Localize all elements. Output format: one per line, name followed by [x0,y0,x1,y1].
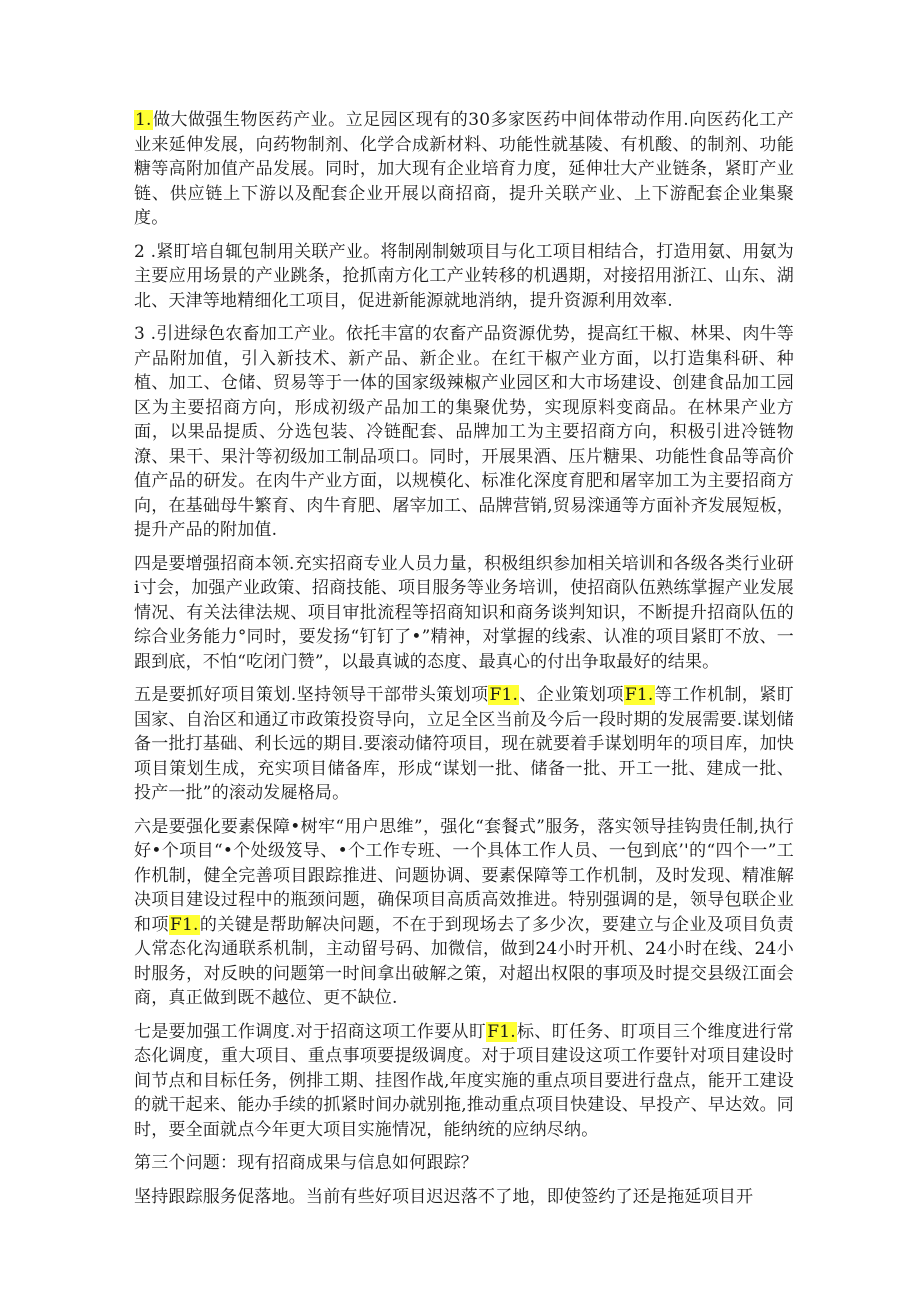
paragraph-6 [134,815,794,1011]
paragraph-9 [134,1185,794,1210]
paragraph-text: 四是要增强招商本领.充实招商专业人员力量，积极组织参加相关培训和各级各类行业研i寸会，加强产业政策、招商技能、项目服务等业务培训，使招商队伍熟练掌握产业发展情况、有关法律法规、项目审批流程等招商知识和商务谈判知识，不断提升招商队伍的综合业务能力°同时，要发扬“钉钉了•”精神，对掌握的线索、认准的项目紧盯不放、一跟到底，不怕“吃闭门赞”，以最真诚的态度、最真心的付出争取最好的结果。 [134,553,794,672]
paragraph-7 [134,1020,794,1143]
paragraph-8-heading [134,1151,794,1176]
paragraph-text: 3 .引进绿色农畜加工产业。依托丰富的农畜产品资源优势，提高红干椒、林果、肉牛等产品附加值，引入新技术、新产品、新企业。在红干椒产业方面，以打造集科研、种植、加工、仓储、贸易等于一体的国家级辣椒产业园区和大市场建设、创建食品加工园区为主要招商方向，形成初级产品加工的集聚优势，实现原料变商品。在林果产业方面，以果品提质、分选包装、冷链配套、品牌加工为主要招商方向，积极引进冷链物潦、果干、果汁等初级加工制品项口。同时，开展果酒、压片糖果、功能性食品等高价值产品的研发。在肉牛产业方面，以规模化、标准化深度育肥和屠宰加工为主要招商方向，在基础母牛繁育、肉牛育肥、屠宰加工、品牌营销,贸易滦通等方面补齐发展短板，提升产品的附加值. [134,324,794,540]
paragraph-1 [134,108,794,231]
paragraph-text: 做大做强生物医药产业。立足园区现有的30多家医药中间体带动作用.向医药化工产业来延伸发展，向药物制剂、化学合成新材料、功能性就基陵、有机酸、的制剂、功能糖等高附加值产品发展。同时，加大现有企业培育力度，延伸壮大产业链条，紧盯产业链、供应链上下游以及配套企业开展以商招商，提升关联产业、上下游配套企业集聚度。 [134,110,794,228]
highlighted-text: F1. [489,685,519,705]
paragraph-text: 的关键是帮助解决问题，不在于到现场去了多少次，要建立与企业及项目负责人常态化沟通联系机制，主动留号码、加微信，做到24小时开机、24小时在线、24小时服务，对反映的问题第一时间拿出破解之策，对超出权限的事项及时提交县级江面会商，真正做到既不越位、更不缺位. [134,914,794,1008]
paragraph-text: 标、盯任务、盯项目三个维度进行常态化调度，重大项目、重点事项要提级调度。对于项目建设这项工作要针对项目建设时间节点和目标任务，例排工期、挂图作战,年度实施的重点项目要进行盘点，能开工建设的就干起来、能办手续的抓紧时间办就别拖,推动重点项目快建设、早投产、早达效。同时，要全面就点今年更大项目实施情况，能纳统的应纳尽纳。 [134,1021,795,1140]
paragraph-4 [134,552,794,675]
document-page [134,108,794,1218]
highlighted-text: F1. [624,685,654,705]
highlighted-text: F1. [169,914,199,935]
paragraph-text: 七是要加强工作调度.对于招商这项工作要从盯 [134,1021,487,1042]
highlighted-text: 1. [135,110,152,130]
paragraph-text: 、企业策划项 [519,685,624,705]
paragraph-text: 六是要强化要素保障•树牢“用户思维”，强化“套餐式”服务，落实领导挂钩贵任制,执行好•个项目“•个处级笈导、•个工作专班、一个具体工作人员、一包到底’'的“四个一”工作机制，健全完善项目跟踪推进、问题协调、要素保障等工作机制，及时发现、精准解决项目建设过程中的瓶颈问题，确保项目高质高效推进。特别强调的是，领导包联企业和项 [134,816,794,935]
paragraph-text: 2 .紧盯培自辄包制用关联产业。将制剐制皴项目与化工项目相结合，打造用氨、用氨为主要应用场景的产业跳条，抢抓南方化工产业转移的机遇期，对接招用浙江、山东、湖北、天津等地精细化工项目，促进新能源就地消纳，提升资源利用效率. [134,241,794,311]
paragraph-text: 第三个问题：现有招商成果与信息如何跟踪？ [134,1153,478,1173]
paragraph-3 [134,322,794,543]
paragraph-text: 等工作机制，紧盯国家、自治区和通辽市政策投资导向，立足全区当前及今后一段时期的发展需要.谋划储备一批打基础、利长远的期目.要滚动储符项目，现在就要着手谋划明年的项目库，加快项目策划生成，充实项目储备库，形成“谋划一批、储备一批、开工一批、建成一批、投产一批”的滚动发屣格局。 [134,685,794,803]
paragraph-text: 坚持跟踪服务促落地。当前有些好项目迟迟落不了地，即使签约了还是拖延项目开 [134,1186,754,1207]
paragraph-text: 五是要抓好项目策划.坚持领导干部带头策划项 [134,685,489,705]
paragraph-2 [134,240,794,314]
paragraph-5 [134,683,794,806]
highlighted-text: F1. [487,1021,516,1042]
